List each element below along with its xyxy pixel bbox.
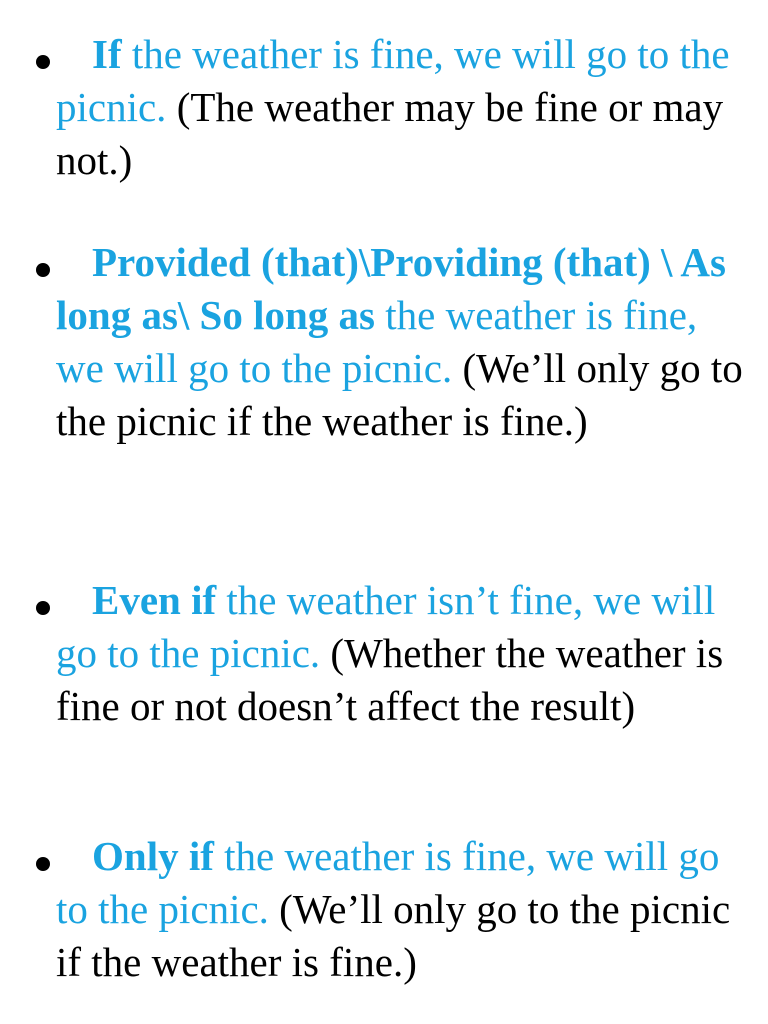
example-sentence: the weather is fine, we will go to the picnic. [56, 31, 730, 130]
bullet-icon [36, 601, 50, 615]
list-item-text [56, 574, 751, 733]
bullet-icon [36, 55, 50, 69]
bullet-icon [36, 857, 50, 871]
example-sentence: the weather is fine, we will go to the picnic. [56, 292, 698, 391]
list-item-text [56, 830, 751, 989]
conjunction-keyword: Only if [92, 833, 214, 879]
conjunction-keyword: If [92, 31, 122, 77]
conjunction-keyword: Even if [92, 577, 217, 623]
example-sentence: the weather is fine, we will go to the picnic. [56, 833, 720, 932]
explanation-note: (The weather may be fine or may not.) [56, 84, 724, 183]
explanation-note: (We’ll only go to the picnic if the weather is fine.) [56, 886, 731, 985]
list-item-text [56, 236, 751, 448]
list-item-text [56, 28, 751, 187]
explanation-note: (Whether the weather is fine or not doesn’t affect the result) [56, 630, 724, 729]
explanation-note: (We’ll only go to the picnic if the weather is fine.) [56, 345, 743, 444]
bullet-icon [36, 263, 50, 277]
conjunction-keyword: Provided (that)\Providing (that) \ As long as\ So long as [56, 239, 726, 338]
example-sentence: the weather isn’t fine, we will go to the picnic. [56, 577, 716, 676]
